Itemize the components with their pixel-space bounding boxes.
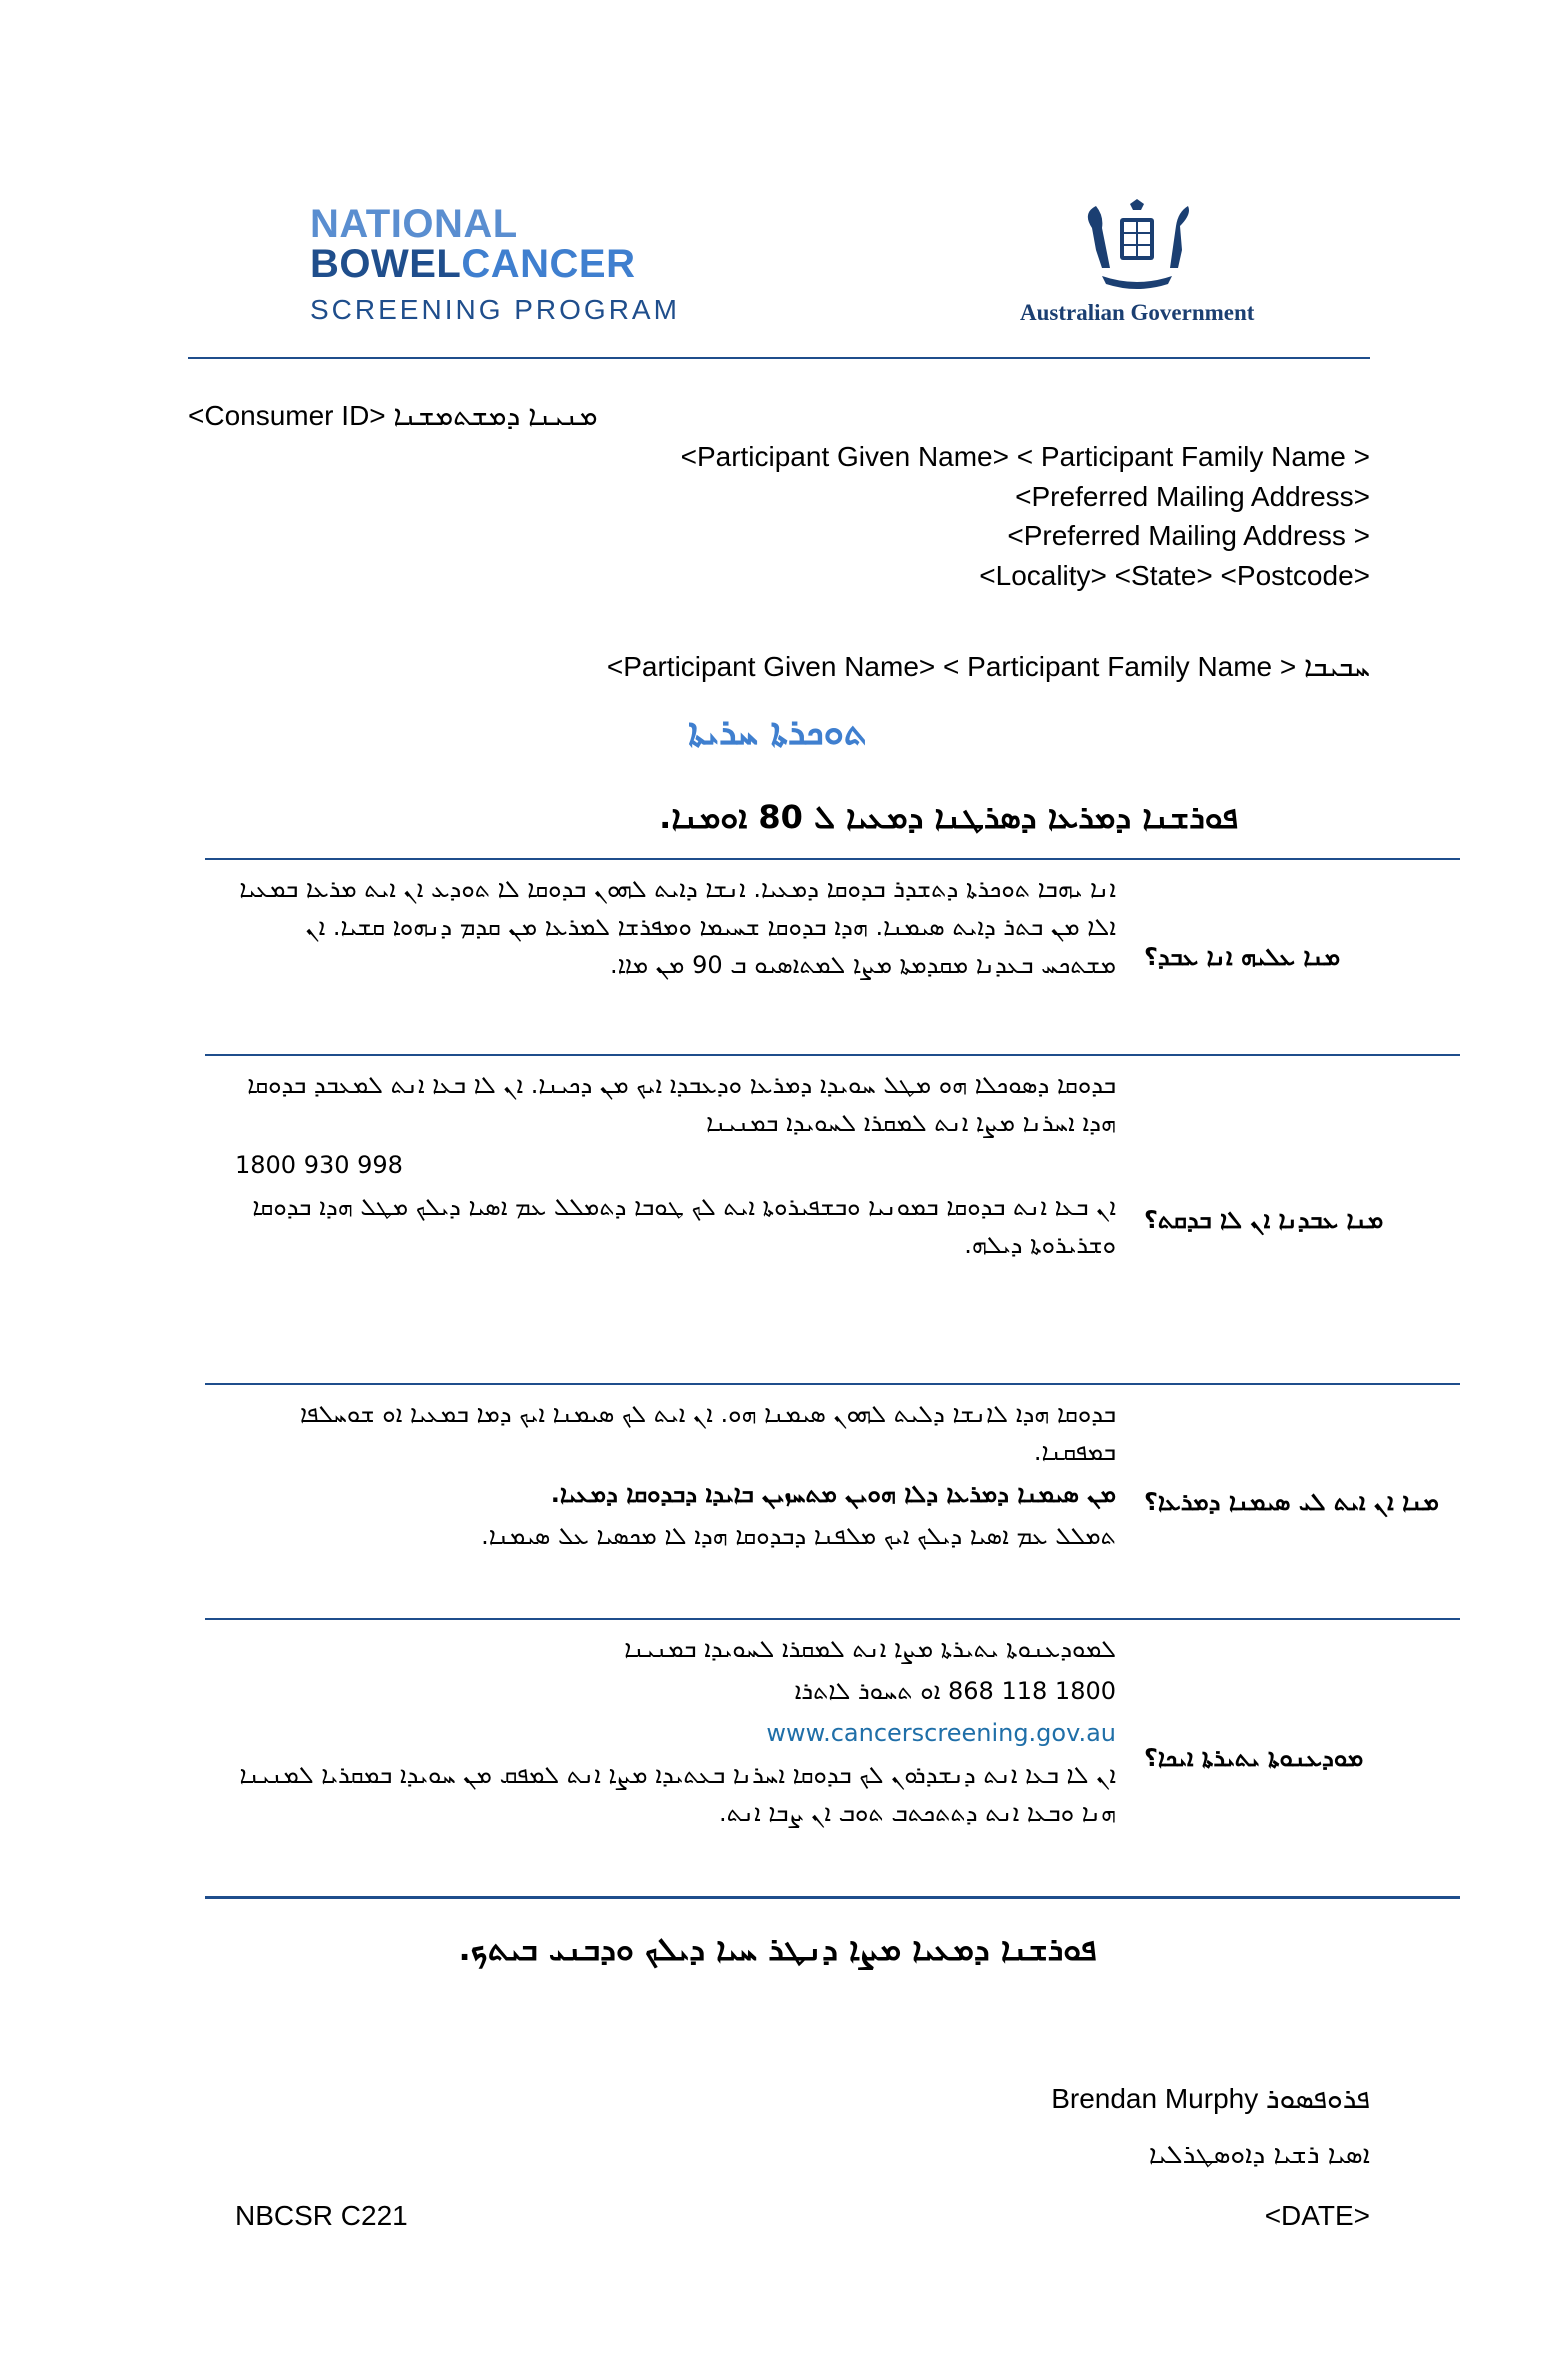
logo-line-1: NATIONAL	[310, 202, 518, 246]
answer-text: ܒܕܘܩܐ ܕܣܘܟܠܐ ܗܘ ܡܛܠ ܚܘܝܕܐ ܕܡܪܥܐ ܘܕܥܒܕܐ ܐܝܟ ܡܢ ܕܟܝܢܐ. ܐܢ ܠܐ ܒܥܐ ܐܢܬ ܠܡܥܒܕ ܒܕܘܩܐ ܗܕܐ ܐܚܪܢܐ ܡܨܐ ܐܢܬ ܠܡܩܪܐ ܠܚܘܝܕܐ ܒܡܢܝܢܐ	[247, 1071, 1116, 1137]
row-question: ܡܢܐ ܥܒܕܢܐ ܐܢ ܠܐ ܒܕܩܬ؟	[1144, 1205, 1384, 1234]
answer-text: ܐܢ ܒܥܐ ܐܢܬ ܒܕܘܩܐ ܒܡܘܢܝܐ ܘܒܫܦܝܪܘܬܐ ܐܝܬ ܠܟ ܛܘܒܐ ܕܬܡܠܠ ܥܡ ܐܣܝܐ ܕܝܠܟ ܡܛܠ ܗܕܐ ܒܕܘܩܐ ܘܫܪܝܪܘܬܐ ܕܝܠܗ.	[252, 1193, 1116, 1259]
answer-text: ܒܕܘܩܐ ܗܕܐ ܠܐܢܫܐ ܕܠܝܬ ܠܗܘܢ ܣܝܡܢܐ ܗܘ. ܐܢ ܐܝܬ ܠܟ ܣܝܡܢܐ ܐܝܟ ܕܡܐ ܒܡܥܝܐ ܐܘ ܫܘܚܠܦܐ ܒܡܦܩܢܐ.	[299, 1400, 1116, 1466]
signatory-name: Brendan Murphy ܦܪܘܦܣܘܪ	[1051, 2083, 1370, 2114]
answer-text: ܐܢܐ ܝܗܒܐ ܬܘܟܪܬܐ ܕܬܫܕܪ ܒܕܘܩܐ ܕܡܥܝܐ. ܐܢܫܐ ܕܐܝܬ ܠܗܘܢ ܒܕܘܩܐ ܠܐ ܬܘܕܥ ܐܢ ܐܝܬ ܡܪܥܐ ܒܡܥܝܐ ܐܠܐ ܡܢ ܒܬܪ ܕܐܝܬ ܣܝܡܢܐ. ܗܕܐ ܒܕܘܩܐ ܫܚܝܡܐ ܘܡܦܪܫܐ ܠܡܪܥܐ ܡܢ ܩܕܡ ܕܢܗܘܐ ܩܫܝܐ. ܐܢ ܡܫܬܟܚ ܒܥܕܢܐ ܡܩܕܡܬܐ ܡܨܐ ܠܡܬܐܣܝܘ ܒ 90 ܡܢ ܡܐܐ.	[239, 875, 1116, 979]
logo-line-3: SCREENING PROGRAM	[310, 294, 680, 325]
mailing-address-1: <Preferred Mailing Address>	[1015, 481, 1370, 512]
logo-word-cancer: CANCER	[461, 242, 636, 286]
website-link[interactable]: www.cancerscreening.gov.au	[766, 1719, 1116, 1747]
participant-name: <Participant Given Name> < Participant Family Name >	[680, 441, 1370, 472]
answer-text: ܐܢ ܠܐ ܒܥܐ ܐܢܬ ܕܢܫܕܪܘܢ ܠܟ ܒܕܘܩܐ ܐܚܪܢܐ ܒܥܬܝܕܐ ܡܨܐ ܐܢܬ ܠܡܦܩ ܡܢ ܚܘܝܕܐ ܒܡܩܪܝܐ ܠܡܢܝܢܐ ܗܢܐ ܘܒܥܐ ܐܢܬ ܕܬܬܟܬܒ ܬܘܒ ܐܢ ܨܒܐ ܐܢܬ.	[239, 1761, 1116, 1827]
row-question: ܡܢܐ ܥܠܝܗ ܐܢܐ ܥܒܕ؟	[1144, 943, 1341, 971]
letter-title: ܬܘܟܪܬܐ ܚܪܝܬܐ	[688, 712, 867, 753]
answer-text: ܠܡܘܕܥܢܘܬܐ ܝܬܝܪܬܐ ܡܨܐ ܐܢܬ ܠܡܩܪܐ ܠܚܘܝܕܐ ܒܡܢܝܢܐ	[624, 1635, 1116, 1663]
table-row	[205, 1383, 1460, 1618]
logo-word-bowel: BOWEL	[310, 242, 462, 286]
locality-line: <Locality> <State> <Postcode>	[979, 560, 1370, 591]
gov-name: Australian Government	[1020, 300, 1255, 325]
letter-subtitle: ܦܘܪܫܢܐ ܕܡܪܥܐ ܕܣܪܛܢܐ ܕܡܥܝܐ ܠ 80 ܐܘܡܢܐ.	[659, 798, 1238, 836]
table-row	[205, 1054, 1460, 1383]
logo-line-2	[310, 244, 680, 284]
row-answer	[205, 1056, 1144, 1383]
row-answer	[205, 860, 1144, 1054]
row-answer	[205, 1385, 1144, 1618]
mailing-address-2: <Preferred Mailing Address >	[1007, 520, 1370, 551]
closing-statement: ܦܘܪܫܢܐ ܕܡܥܝܐ ܡܨܐ ܕܢܛܪ ܚܝܐ ܕܝܠܟ ܘܕܒܢܝ ܒܝܬܟ.	[458, 1930, 1097, 1968]
coat-of-arms-icon	[1072, 198, 1202, 298]
info-table	[205, 858, 1460, 1899]
answer-text-bold: ܡܢ ܣܝܡܢܐ ܕܡܪܥܐ ܕܠܐ ܗܘܝܢ ܡܬܚܙܝܢ ܒܐܝܕܐ ܕܒܕܘܩܐ ܕܡܥܝܐ.	[550, 1480, 1116, 1508]
program-logo	[310, 204, 680, 324]
row-question: ܡܘܕܥܢܘܬܐ ܝܬܝܪܬܐ ܐܝܟܐ؟	[1144, 1744, 1364, 1772]
answer-text: ܬܡܠܠ ܥܡ ܐܣܝܐ ܕܝܠܟ ܐܝܟ ܡܠܦܢܐ ܕܒܕܘܩܐ ܗܕܐ ܠܐ ܡܟܣܝܐ ܥܠ ܣܝܡܢܐ.	[481, 1522, 1116, 1550]
signatory-title: ܐܣܝܐ ܪܫܝܐ ܕܐܘܣܛܪܠܝܐ	[1148, 2140, 1370, 2170]
table-row	[205, 858, 1460, 1054]
consumer-id: <Consumer ID> ܡܢܝܢܐ ܕܡܫܬܡܫܢܐ	[188, 400, 598, 431]
table-row	[205, 1618, 1460, 1899]
document-code: NBCSR C221	[235, 2200, 408, 2231]
answer-text: 1800 118 868 ܐܘ ܬܚܘܪ ܠܐܬܪܐ	[794, 1677, 1116, 1705]
row-answer	[205, 1620, 1144, 1896]
greeting: <Participant Given Name> < Participant Family Name > ܚܒܝܒܐ	[606, 651, 1370, 682]
document-date: <DATE>	[1264, 2200, 1370, 2231]
header-divider	[188, 357, 1370, 359]
row-question: ܡܢܐ ܐܢ ܐܝܬ ܠܝ ܣܝܡܢܐ ܕܡܪܥܐ؟	[1144, 1487, 1439, 1516]
phone-number: 1800 930 998	[235, 1151, 403, 1179]
